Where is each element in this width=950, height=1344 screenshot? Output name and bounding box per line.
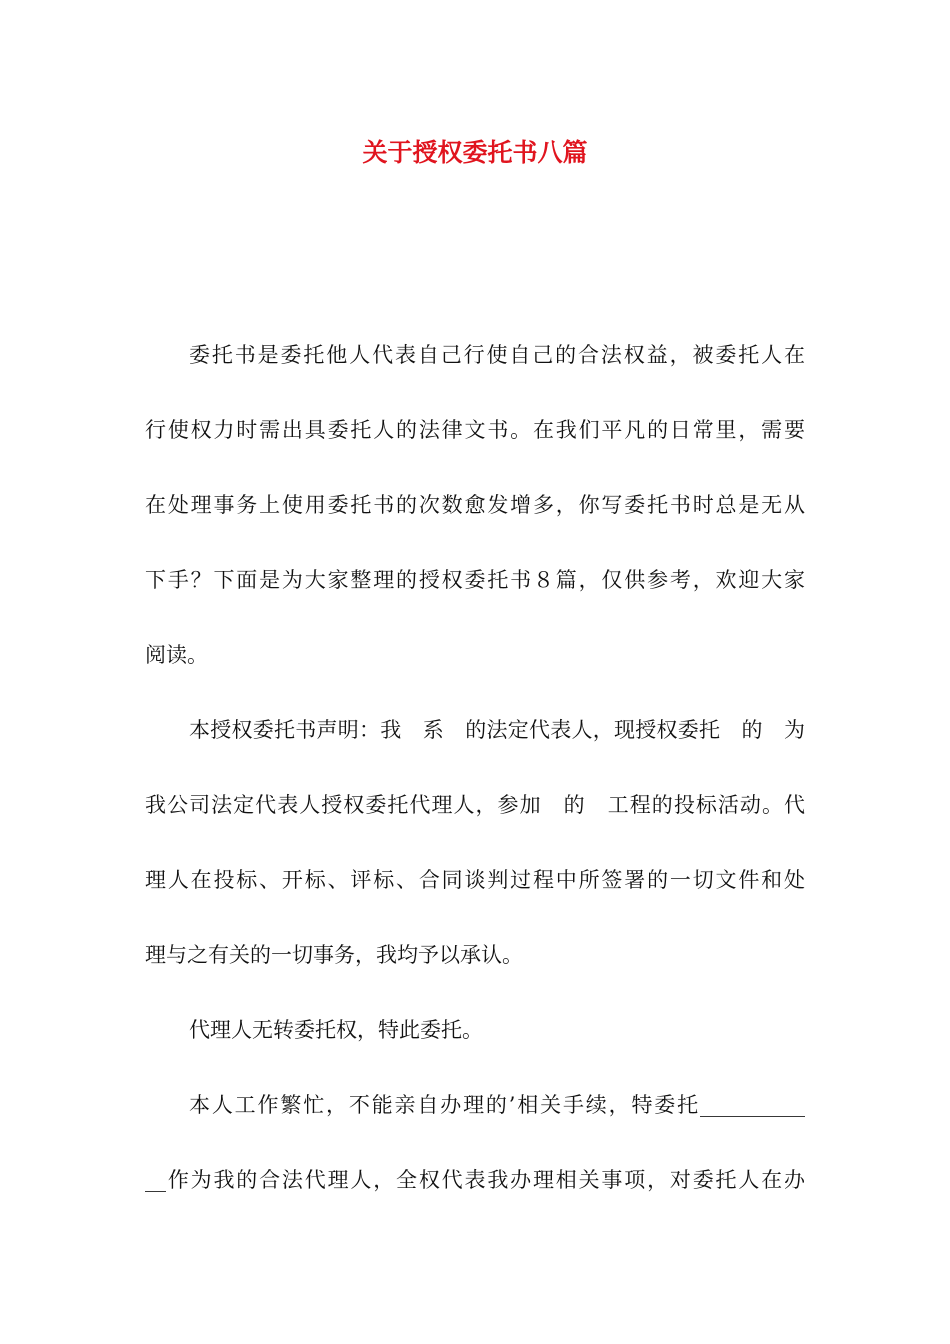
text-line: 委托书是委托他人代表自己行使自己的合法权益，被委托人在 [189, 343, 805, 367]
text-line: 理人在投标、开标、评标、合同谈判过程中所签署的一切文件和处 [145, 868, 805, 892]
paragraph-personal-entrust [145, 1068, 805, 1218]
paragraph-intro [145, 318, 805, 693]
text-line: 下手？下面是为大家整理的授权委托书８篇，仅供参考，欢迎大家 [145, 568, 805, 592]
text-line: 本人工作繁忙，不能亲自办理的’相关手续，特委托__________ [189, 1093, 805, 1117]
document-title: 关于授权委托书八篇 [362, 138, 588, 167]
document-body [145, 318, 805, 1218]
text-line: 本授权委托书声明：我 系 的法定代表人，现授权委托 的 为 [189, 718, 805, 742]
text-line: 在处理事务上使用委托书的次数愈发增多，你写委托书时总是无从 [145, 493, 805, 517]
paragraph-no-transfer [145, 993, 805, 1068]
paragraph-statement [145, 693, 805, 993]
text-line: 代理人无转委托权，特此委托。 [189, 1018, 483, 1042]
text-line: 理与之有关的一切事务，我均予以承认。 [145, 943, 523, 967]
text-line: 阅读。 [145, 643, 208, 667]
text-line: 行使权力时需出具委托人的法律文书。在我们平凡的日常里，需要 [145, 418, 805, 442]
text-line: __作为我的合法代理人，全权代表我办理相关事项，对委托人在办 [145, 1168, 805, 1192]
text-line: 我公司法定代表人授权委托代理人，参加 的 工程的投标活动。代 [145, 793, 805, 817]
